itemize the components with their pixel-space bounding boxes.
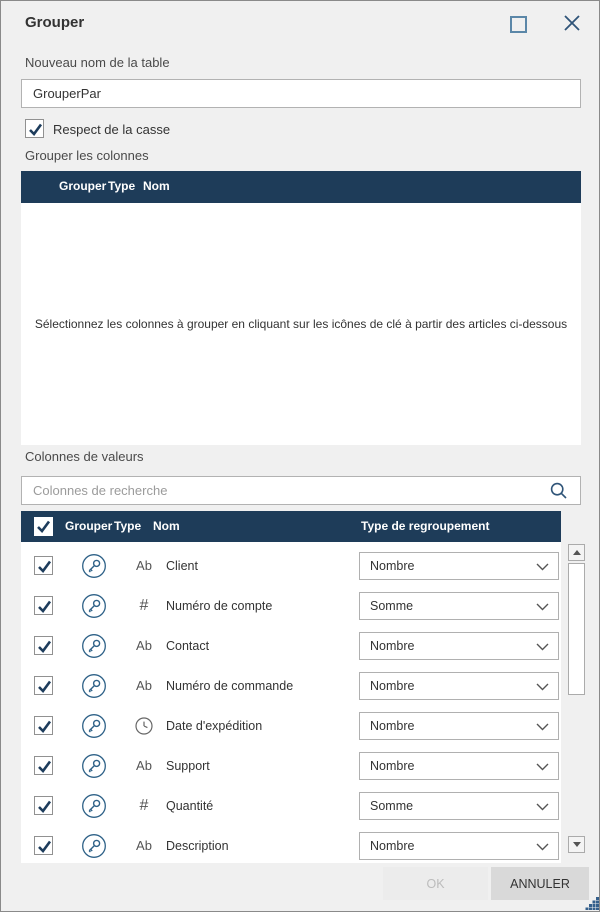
- checkmark-icon: [35, 717, 54, 736]
- value-column-row: [21, 666, 561, 706]
- text-type-icon: Ab: [136, 838, 152, 853]
- checkmark-icon: [35, 597, 54, 616]
- date-type-icon: [126, 706, 162, 736]
- row-checkbox[interactable]: [34, 796, 53, 815]
- row-checkbox[interactable]: [34, 596, 53, 615]
- aggregation-select[interactable]: [359, 672, 559, 700]
- scrollbar-thumb[interactable]: [568, 563, 585, 695]
- row-checkbox[interactable]: [34, 756, 53, 775]
- column-name: Contact: [166, 639, 210, 653]
- aggregation-value: Nombre: [370, 559, 415, 573]
- aggregation-value: Nombre: [370, 759, 415, 773]
- arrow-up-icon: [573, 550, 581, 555]
- chevron-down-icon: [536, 683, 549, 691]
- aggregation-value: Somme: [370, 599, 414, 613]
- column-name: Quantité: [166, 799, 214, 813]
- value-column-row: [21, 706, 561, 746]
- aggregation-value: Nombre: [370, 679, 415, 693]
- text-type-icon: Ab: [136, 558, 152, 573]
- chevron-down-icon: [536, 803, 549, 811]
- row-checkbox[interactable]: [34, 556, 53, 575]
- header-nom: Nom: [153, 519, 180, 533]
- text-type-icon: Ab: [136, 758, 152, 773]
- aggregation-value: Somme: [370, 799, 414, 813]
- key-icon[interactable]: [81, 713, 107, 739]
- key-icon[interactable]: [81, 633, 107, 659]
- value-column-row: [21, 586, 561, 626]
- column-type-icon: [126, 626, 162, 666]
- value-column-row: [21, 626, 561, 666]
- row-checkbox[interactable]: [34, 636, 53, 655]
- scroll-up-button[interactable]: [568, 544, 585, 561]
- key-icon[interactable]: [81, 673, 107, 699]
- chevron-down-icon: [536, 843, 549, 851]
- column-name: Description: [166, 839, 229, 853]
- key-icon[interactable]: [81, 833, 107, 859]
- chevron-down-icon: [536, 603, 549, 611]
- aggregation-select[interactable]: [359, 752, 559, 780]
- aggregation-select[interactable]: [359, 712, 559, 740]
- value-column-row: [21, 746, 561, 786]
- aggregation-select[interactable]: [359, 632, 559, 660]
- text-type-icon: Ab: [136, 678, 152, 693]
- aggregation-value: Nombre: [370, 719, 415, 733]
- row-checkbox[interactable]: [34, 836, 53, 855]
- row-checkbox[interactable]: [34, 676, 53, 695]
- key-icon[interactable]: [81, 553, 107, 579]
- checkmark-icon: [35, 677, 54, 696]
- checkmark-icon: [35, 837, 54, 856]
- dialog-title: Grouper: [25, 14, 85, 31]
- aggregation-select[interactable]: [359, 792, 559, 820]
- header-type: Type: [108, 179, 136, 193]
- aggregation-select[interactable]: [359, 552, 559, 580]
- number-type-icon: #: [139, 797, 149, 814]
- column-name: Support: [166, 759, 210, 773]
- ok-button[interactable]: OK: [383, 867, 488, 900]
- column-name: Numéro de compte: [166, 599, 273, 613]
- scroll-down-button[interactable]: [568, 836, 585, 853]
- table-name-input[interactable]: [21, 79, 581, 108]
- arrow-down-icon: [573, 842, 581, 847]
- text-type-icon: Ab: [136, 638, 152, 653]
- column-type-icon: [126, 786, 162, 826]
- resize-grip[interactable]: [585, 897, 599, 910]
- empty-state-message: Sélectionnez les colonnes à grouper en cliquant sur les icônes de clé à partir des articles ci-dessous: [34, 317, 568, 331]
- group-columns-label: Grouper les colonnes: [25, 148, 149, 163]
- chevron-down-icon: [536, 723, 549, 731]
- search-input[interactable]: [21, 476, 581, 505]
- maximize-icon[interactable]: [510, 16, 527, 33]
- column-name: Date d'expédition: [166, 719, 263, 733]
- checkmark-icon: [35, 557, 54, 576]
- column-name: Client: [166, 559, 198, 573]
- value-columns-list: [21, 542, 561, 863]
- column-type-icon: [126, 826, 162, 863]
- value-columns-label: Colonnes de valeurs: [25, 449, 144, 464]
- checkmark-icon: [35, 637, 54, 656]
- case-sensitive-label: Respect de la casse: [53, 122, 171, 137]
- select-all-checkbox[interactable]: [34, 517, 53, 536]
- header-nom: Nom: [143, 179, 170, 193]
- case-sensitive-checkbox[interactable]: [25, 119, 44, 138]
- search-icon[interactable]: [549, 481, 569, 501]
- close-icon[interactable]: [562, 13, 582, 33]
- value-columns-header: [21, 511, 561, 542]
- column-type-icon: [126, 666, 162, 706]
- checkmark-icon: [26, 120, 45, 139]
- key-icon[interactable]: [81, 593, 107, 619]
- header-aggregation: Type de regroupement: [361, 519, 490, 533]
- aggregation-value: Nombre: [370, 639, 415, 653]
- column-type-icon: [126, 546, 162, 586]
- column-type-icon: [126, 746, 162, 786]
- checkmark-icon: [35, 797, 54, 816]
- value-column-row: [21, 786, 561, 826]
- group-columns-header: [21, 171, 581, 203]
- aggregation-select[interactable]: [359, 592, 559, 620]
- value-column-row: [21, 826, 561, 863]
- key-icon[interactable]: [81, 793, 107, 819]
- chevron-down-icon: [536, 563, 549, 571]
- aggregation-select[interactable]: [359, 832, 559, 860]
- chevron-down-icon: [536, 763, 549, 771]
- header-grouper: Grouper: [65, 519, 113, 533]
- group-columns-empty-area: [21, 203, 581, 445]
- value-column-row: [21, 546, 561, 586]
- number-type-icon: #: [139, 597, 149, 614]
- column-name: Numéro de commande: [166, 679, 294, 693]
- header-type: Type: [114, 519, 142, 533]
- column-type-icon: [126, 586, 162, 626]
- cancel-button[interactable]: ANNULER: [491, 867, 589, 900]
- checkmark-icon: [34, 517, 53, 536]
- key-icon[interactable]: [81, 753, 107, 779]
- header-grouper: Grouper: [59, 179, 107, 193]
- column-type-icon: [126, 706, 162, 746]
- table-name-label: Nouveau nom de la table: [25, 55, 170, 70]
- aggregation-value: Nombre: [370, 839, 415, 853]
- row-checkbox[interactable]: [34, 716, 53, 735]
- checkmark-icon: [35, 757, 54, 776]
- chevron-down-icon: [536, 643, 549, 651]
- vertical-scrollbar[interactable]: [568, 544, 585, 859]
